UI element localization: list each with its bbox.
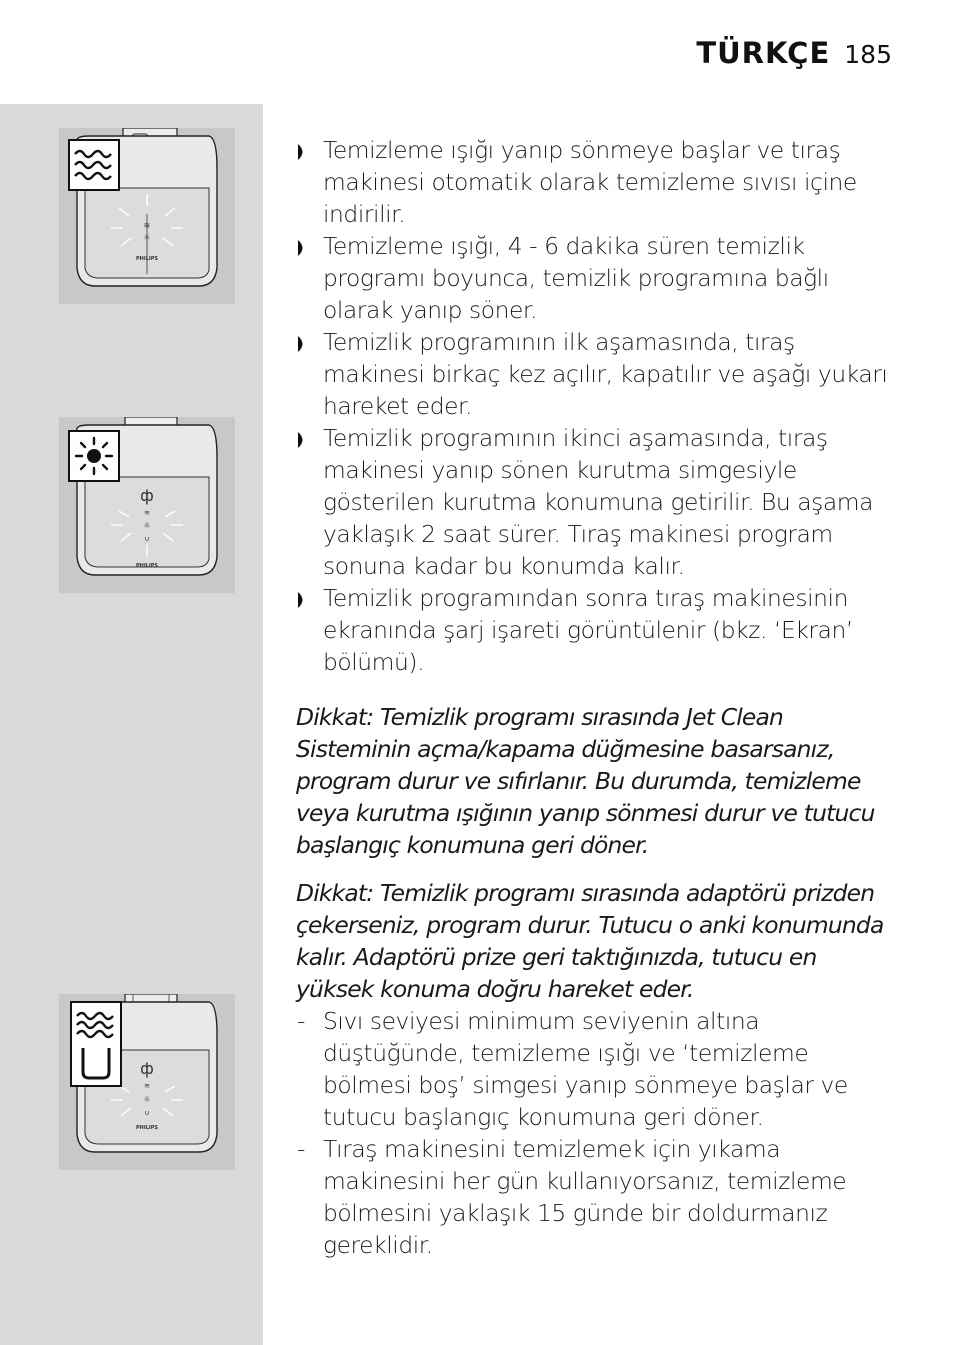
sun-icon xyxy=(69,431,119,481)
figure-pointer xyxy=(235,417,265,447)
figure-cleaning-light xyxy=(59,128,235,304)
waves-icon xyxy=(69,140,119,190)
svg-text:∪: ∪ xyxy=(144,1109,150,1117)
svg-text:≋: ≋ xyxy=(144,509,150,517)
brand-logo: PHILIPS xyxy=(135,1125,159,1131)
dash-item xyxy=(296,1005,896,1133)
dash-text: Tıraş makinesini temizlemek için yıkama makinesini her gün kullanıyorsanız, temizleme bölmesini yaklaşık 15 günde bir doldurmanız gereklidir. xyxy=(323,1135,847,1259)
bullet-marker-icon xyxy=(298,432,307,448)
page-header xyxy=(696,36,892,70)
svg-text:☼: ☼ xyxy=(143,233,151,242)
svg-text:ф: ф xyxy=(140,486,154,505)
svg-text:☼: ☼ xyxy=(143,521,151,530)
svg-text:ф: ф xyxy=(140,1059,154,1078)
figure-drying-light xyxy=(59,417,235,593)
bullet-text: Temizlik programından sonra tıraş makinesinin ekranında şarj işareti görüntülenir (bkz. ‘Ekran’ bölümü). xyxy=(323,584,853,676)
cleaning-unit-illustration xyxy=(59,417,235,593)
page-number: 185 xyxy=(844,40,892,69)
dash-marker: - xyxy=(297,1007,305,1035)
bullet-text: Temizleme ışığı yanıp sönmeye başlar ve tıraş makinesi otomatik olarak temizleme sıvısı içine indirilir. xyxy=(323,136,857,228)
svg-text:☼: ☼ xyxy=(143,1095,151,1104)
bullet-text: Temizleme ışığı, 4 - 6 dakika süren temizlik programı boyunca, temizlik programına bağlı olarak yanıp söner. xyxy=(323,232,829,324)
figure-pointer xyxy=(235,128,265,158)
waves-icon xyxy=(71,1002,121,1086)
cleaning-unit-illustration xyxy=(59,994,235,1170)
bullet-marker-icon xyxy=(298,240,307,256)
brand-logo: PHILIPS xyxy=(135,256,159,262)
bullet-item xyxy=(296,230,896,326)
bullet-text: Temizlik programının ikinci aşamasında, tıraş makinesi yanıp sönen kurutma simgesiyle gösterilen kurutma konumuna getirilir. Bu aşama yaklaşık 2 saat sürer. Tıraş makinesi program sonuna kadar bu konumda kalır. xyxy=(323,424,874,580)
cleaning-unit-illustration xyxy=(59,128,235,304)
bullet-item xyxy=(296,134,896,230)
bullet-item xyxy=(296,582,896,678)
caution-note: Dikkat: Temizlik programı sırasında Jet Clean Sisteminin açma/kapama düğmesine basarsanız, program durur ve sıfırlanır. Bu durumda, temizleme veya kurutma ışığının yanıp sönmesi durur ve tutucu başlangıç konumuna geri döner. xyxy=(296,703,875,859)
caution-note: Dikkat: Temizlik programı sırasında adaptörü prizden çekerseniz, program durur. Tutucu o anki konumunda kalır. Adaptörü prize geri taktığınızda, tutucu en yüksek konuma doğru hareket eder. xyxy=(296,879,884,1003)
figure-pointer xyxy=(235,994,265,1024)
bullet-marker-icon xyxy=(298,144,307,160)
brand-logo: PHILIPS xyxy=(135,563,159,569)
svg-text:∪: ∪ xyxy=(144,535,150,543)
language-title: TÜRKÇE xyxy=(696,36,831,70)
main-content xyxy=(296,134,896,1261)
dash-text: Sıvı seviyesi minimum seviyenin altına düştüğünde, temizleme ışığı ve ‘temizleme bölmesi boş’ simgesi yanıp sönmeye başlar ve tutucu başlangıç konumuna geri döner. xyxy=(323,1007,848,1131)
bullet-text: Temizlik programının ilk aşamasında, tıraş makinesi birkaç kez açılır, kapatılır ve aşağı yukarı hareket eder. xyxy=(323,328,888,420)
figure-empty-tank xyxy=(59,994,235,1170)
bullet-item xyxy=(296,326,896,422)
dash-item xyxy=(296,1133,896,1261)
dash-marker: - xyxy=(297,1135,305,1163)
svg-text:≋: ≋ xyxy=(143,221,151,230)
bullet-marker-icon xyxy=(298,336,307,352)
svg-text:≋: ≋ xyxy=(144,1082,150,1090)
bullet-item xyxy=(296,422,896,582)
bullet-marker-icon xyxy=(298,592,307,608)
